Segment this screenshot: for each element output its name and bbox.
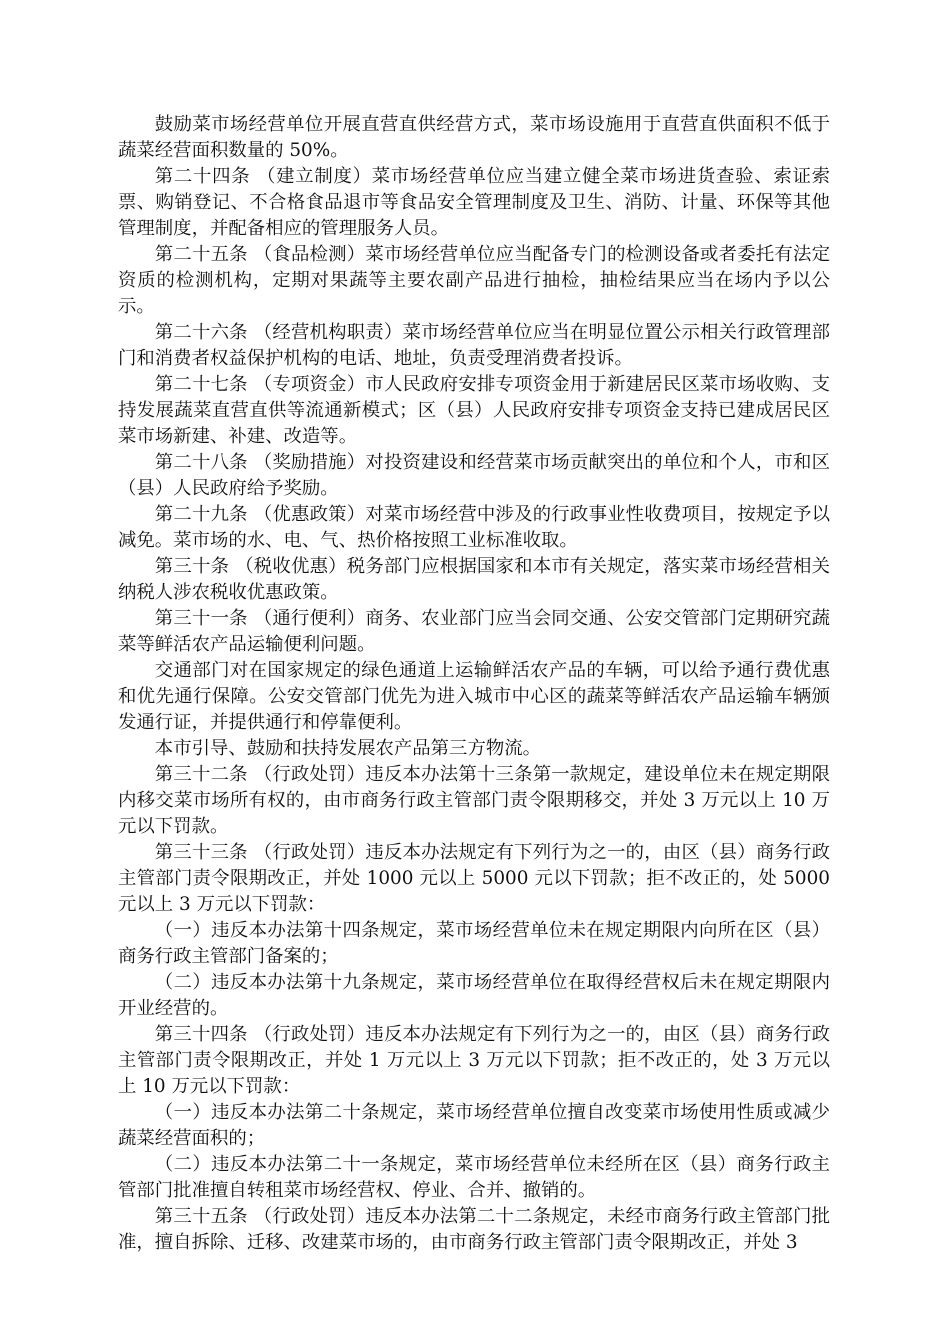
- paragraph-article-28: 第二十八条 （奖励措施）对投资建设和经营菜市场贡献突出的单位和个人，市和区（县）人民政府给予奖励。: [118, 452, 830, 499]
- paragraph-article-34-item-2: （二）违反本办法第二十一条规定，菜市场经营单位未经所在区（县）商务行政主管部门批准擅自转租菜市场经营权、停业、合并、撤销的。: [118, 1154, 830, 1201]
- paragraph-article-24: 第二十四条 （建立制度）菜市场经营单位应当建立健全菜市场进货查验、索证索票、购销登记、不合格食品退市等食品安全管理制度及卫生、消防、计量、环保等其他管理制度，并配备相应的管理服务人员。: [118, 166, 830, 239]
- paragraph-article-34-item-1: （一）违反本办法第二十条规定，菜市场经营单位擅自改变菜市场使用性质或减少蔬菜经营面积的；: [118, 1102, 830, 1149]
- paragraph-article-31: 第三十一条 （通行便利）商务、农业部门应当会同交通、公安交管部门定期研究蔬菜等鲜活农产品运输便利问题。: [118, 608, 830, 655]
- paragraph-article-33-item-2: （二）违反本办法第十九条规定，菜市场经营单位在取得经营权后未在规定期限内开业经营的。: [118, 972, 830, 1019]
- paragraph-article-25: 第二十五条 （食品检测）菜市场经营单位应当配备专门的检测设备或者委托有法定资质的检测机构，定期对果蔬等主要农副产品进行抽检，抽检结果应当在场内予以公示。: [118, 244, 830, 317]
- paragraph-article-29: 第二十九条 （优惠政策）对菜市场经营中涉及的行政事业性收费项目，按规定予以减免。菜市场的水、电、气、热价格按照工业标准收取。: [118, 504, 830, 551]
- paragraph-article-27: 第二十七条 （专项资金）市人民政府安排专项资金用于新建居民区菜市场收购、支持发展蔬菜直营直供等流通新模式；区（县）人民政府安排专项资金支持已建成居民区菜市场新建、补建、改造等。: [118, 374, 830, 447]
- paragraph-third-party-logistics: 本市引导、鼓励和扶持发展农产品第三方物流。: [154, 738, 542, 759]
- paragraph-article-35: 第三十五条 （行政处罚）违反本办法第二十二条规定，未经市商务行政主管部门批准，擅自拆除、迁移、改建菜市场的，由市商务行政主管部门责令限期改正，并处 3: [118, 1206, 830, 1253]
- paragraph-transport-department: 交通部门对在国家规定的绿色通道上运输鲜活农产品的车辆，可以给予通行费优惠和优先通行保障。公安交管部门优先为进入城市中心区的蔬菜等鲜活农产品运输车辆颁发通行证，并提供通行和停靠便利。: [118, 660, 830, 733]
- paragraph-direct-supply: 鼓励菜市场经营单位开展直营直供经营方式，菜市场设施用于直营直供面积不低于蔬菜经营面积数量的 50%。: [118, 114, 830, 161]
- document-body: [118, 112, 830, 1256]
- paragraph-article-30: 第三十条 （税收优惠）税务部门应根据国家和本市有关规定，落实菜市场经营相关纳税人涉农税收优惠政策。: [118, 556, 830, 603]
- paragraph-article-34: 第三十四条 （行政处罚）违反本办法规定有下列行为之一的，由区（县）商务行政主管部门责令限期改正，并处 1 万元以上 3 万元以下罚款；拒不改正的，处 3 万元以上 10 万元以下罚款：: [118, 1024, 830, 1097]
- paragraph-article-32: 第三十二条 （行政处罚）违反本办法第十三条第一款规定，建设单位未在规定期限内移交菜市场所有权的，由市商务行政主管部门责令限期移交，并处 3 万元以上 10 万元以下罚款。: [118, 764, 830, 837]
- paragraph-article-26: 第二十六条 （经营机构职责）菜市场经营单位应当在明显位置公示相关行政管理部门和消费者权益保护机构的电话、地址，负责受理消费者投诉。: [118, 322, 830, 369]
- paragraph-article-33: 第三十三条 （行政处罚）违反本办法规定有下列行为之一的，由区（县）商务行政主管部门责令限期改正，并处 1000 元以上 5000 元以下罚款；拒不改正的，处 5000 元以上 3 万元以下罚款：: [118, 842, 830, 915]
- paragraph-article-33-item-1: （一）违反本办法第十四条规定，菜市场经营单位未在规定期限内向所在区（县）商务行政主管部门备案的；: [118, 920, 830, 967]
